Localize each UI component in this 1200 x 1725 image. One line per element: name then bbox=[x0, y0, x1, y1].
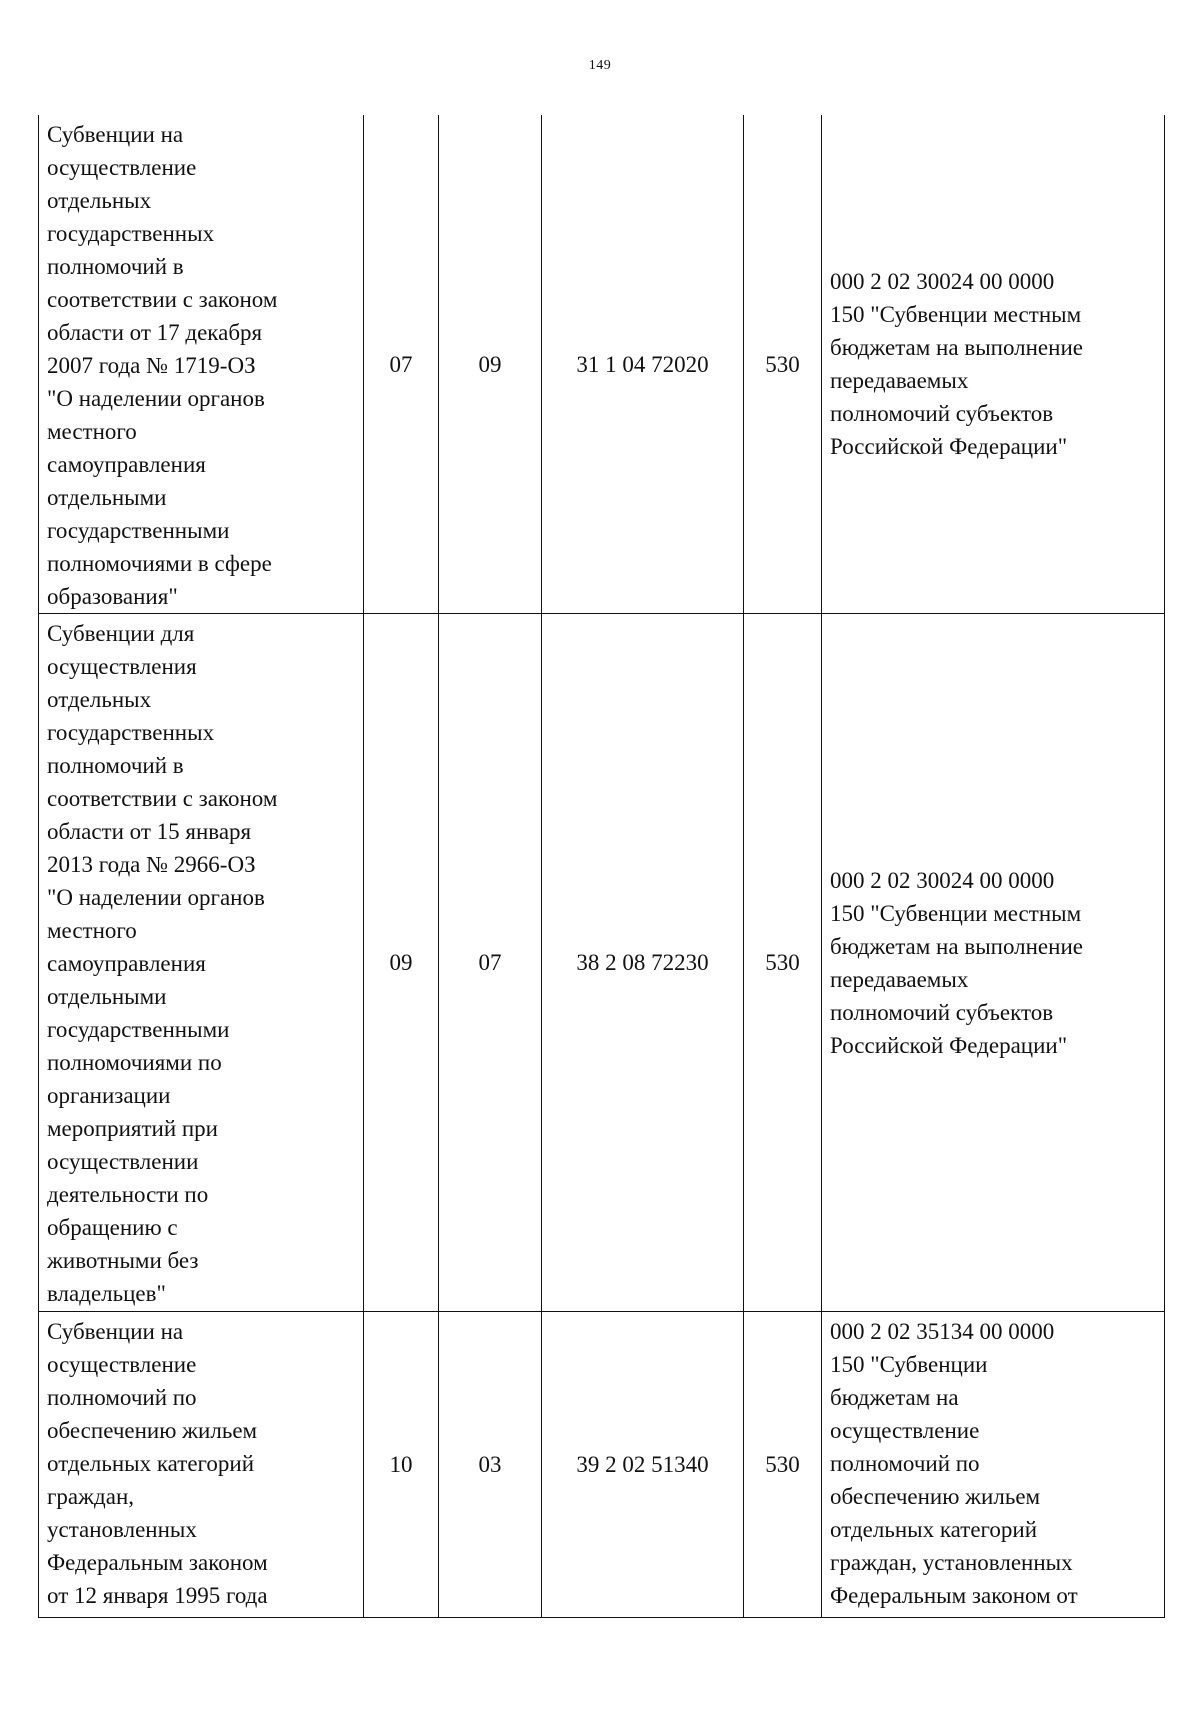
subvention-table bbox=[38, 115, 1165, 1618]
table-row bbox=[39, 614, 1165, 1312]
subsection-cell: 09 bbox=[439, 115, 542, 614]
page-number: 149 bbox=[588, 58, 612, 73]
table-row bbox=[39, 1312, 1165, 1618]
subvention-name-cell: Субвенции на осуществление полномочий по обеспечению жильем отдельных категорий граждан, установленных Федеральным законом от 12 января 1995 года bbox=[39, 1312, 364, 1618]
revenue-code-cell: 000 2 02 30024 00 0000 150 "Субвенции местным бюджетам на выполнение передаваемых полномочий субъектов Российской Федерации" bbox=[822, 614, 1165, 1312]
expense-type-cell: 530 bbox=[744, 115, 822, 614]
target-code-cell: 39 2 02 51340 bbox=[542, 1312, 744, 1618]
subsection-cell: 07 bbox=[439, 614, 542, 1312]
expense-type-cell: 530 bbox=[744, 1312, 822, 1618]
target-code-cell: 38 2 08 72230 bbox=[542, 614, 744, 1312]
expense-type-cell: 530 bbox=[744, 614, 822, 1312]
table-row bbox=[39, 115, 1165, 614]
subvention-name-cell: Субвенции для осуществления отдельных государственных полномочий в соответствии с законом области от 15 января 2013 года № 2966-ОЗ "О наделении органов местного самоуправления отдельными государственными полномочиями по организации мероприятий при осуществлении деятельности по обращению с животными без владельцев" bbox=[39, 614, 364, 1312]
section-cell: 07 bbox=[364, 115, 439, 614]
section-cell: 10 bbox=[364, 1312, 439, 1618]
section-cell: 09 bbox=[364, 614, 439, 1312]
revenue-code-cell: 000 2 02 35134 00 0000 150 "Субвенции бюджетам на осуществление полномочий по обеспечению жильем отдельных категорий граждан, установленных Федеральным законом от bbox=[822, 1312, 1165, 1618]
subsection-cell: 03 bbox=[439, 1312, 542, 1618]
target-code-cell: 31 1 04 72020 bbox=[542, 115, 744, 614]
revenue-code-cell: 000 2 02 30024 00 0000 150 "Субвенции местным бюджетам на выполнение передаваемых полномочий субъектов Российской Федерации" bbox=[822, 115, 1165, 614]
subvention-name-cell: Субвенции на осуществление отдельных государственных полномочий в соответствии с законом области от 17 декабря 2007 года № 1719-ОЗ "О наделении органов местного самоуправления отдельными государственными полномочиями в сфере образования" bbox=[39, 115, 364, 614]
